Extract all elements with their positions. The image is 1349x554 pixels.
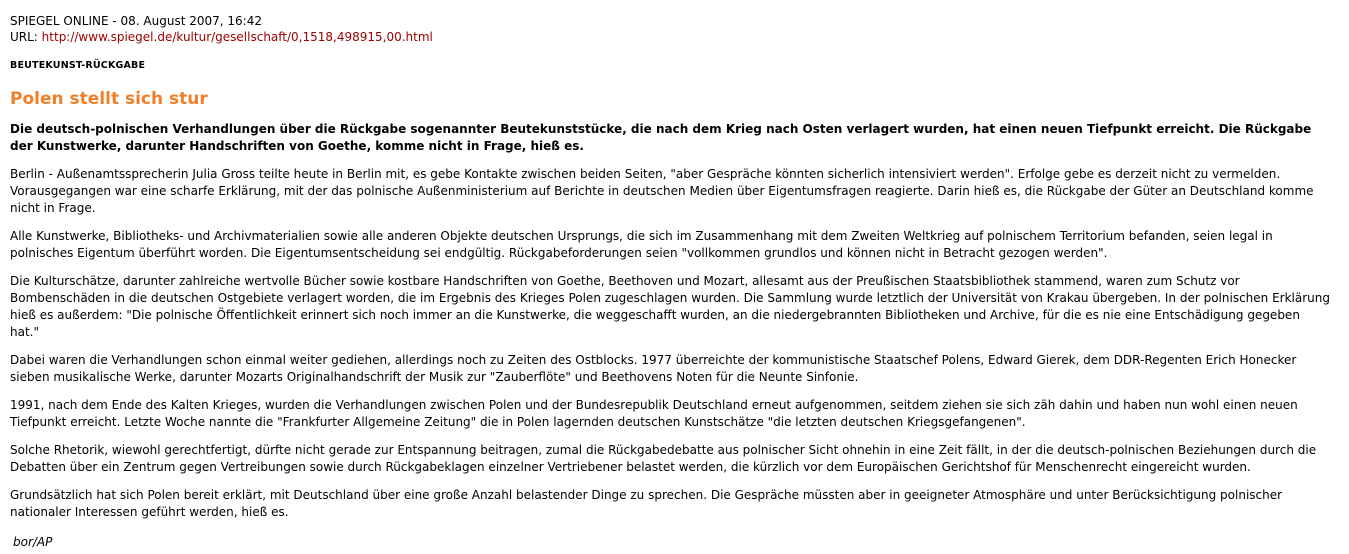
article-paragraph-6: Solche Rhetorik, wiewohl gerechtfertigt, dürfte nicht gerade zur Entspannung beitragen, zumal die Rückgabedebatte aus polnischer Sicht ohnehin in eine Zeit fällt, in der die deutsch-polnischen Beziehungen durch die Debatten über ein Zentrum gegen Vertreibungen sowie durch Rückgabeklagen einzelner Vertriebener belastet werden, die kürzlich vor dem Europäischen Gerichtshof für Menschenrecht eingereicht wurden. <box>10 443 1317 474</box>
article-paragraph-4: Dabei waren die Verhandlungen schon einmal weiter gediehen, allerdings noch zu Zeiten des Ostblocks. 1977 überreichte der kommunistische Staatschef Polens, Edward Gierek, dem DDR-Regenten Erich Honecker sieben musikalische Werke, darunter Mozarts Originalhandschrift der Musik zur "Zauberflöte" und Beethovens Noten für die Neunte Sinfonie. <box>10 353 1297 384</box>
url-label: URL: <box>10 30 42 44</box>
article-paragraph-1: Berlin - Außenamtssprecherin Julia Gross teilte heute in Berlin mit, es gebe Kontakte zwischen beiden Seiten, "aber Gespräche könnten sicherlich intensiviert werden". Erfolge gebe es derzeit nicht zu vermelden. Vorausgegangen war eine scharfe Erklärung, mit der das polnische Außenministerium auf Berichte in deutschen Medien über Eigentumsfragen reagierte. Darin hieß es, die Rückgabe der Güter an Deutschland komme nicht in Frage. <box>10 167 1314 215</box>
article-paragraph-5: 1991, nach dem Ende des Kalten Krieges, wurden die Verhandlungen zwischen Polen und der Bundesrepublik Deutschland erneut aufgenommen, seitdem ziehen sie sich zäh dahin und haben nun wohl einen neuen Tiefpunkt erreicht. Letzte Woche nannte die "Frankfurter Allgemeine Zeitung" die in Polen lagernden deutschen Kunstschätze "die letzten deutschen Kriegsgefangenen". <box>10 398 1298 429</box>
article-url-link[interactable]: http://www.spiegel.de/kultur/gesellschaft/0,1518,498915,00.html <box>41 30 433 44</box>
article-intro: Die deutsch-polnischen Verhandlungen über die Rückgabe sogenannter Beutekunststücke, die nach dem Krieg nach Osten verlagert wurden, hat einen neuen Tiefpunkt erreicht. Die Rückgabe der Kunstwerke, darunter Handschriften von Goethe, komme nicht in Frage, hieß es. <box>10 122 1312 153</box>
article-author: bor/AP <box>13 535 53 549</box>
article-paragraph-7: Grundsätzlich hat sich Polen bereit erklärt, mit Deutschland über eine große Anzahl belastender Dinge zu sprechen. Die Gespräche müssten aber in geeigneter Atmosphäre und unter Berücksichtigung polnischer nationaler Interessen geführt werden, hieß es. <box>10 488 1283 519</box>
source-line: SPIEGEL ONLINE - 08. August 2007, 16:42 <box>10 14 262 28</box>
url-line <box>10 29 1339 45</box>
article-paragraph-2: Alle Kunstwerke, Bibliotheks- und Archivmaterialien sowie alle anderen Objekte deutschen Ursprungs, die sich im Zusammenhang mit dem Zweiten Weltkrieg auf polnischem Territorium befanden, seien legal in polnisches Eigentum überführt worden. Die Eigentumsentscheidung sei endgültig. Rückgabeforderungen seien "vollkommen grundlos und können nicht in Betracht gezogen werden". <box>10 229 1273 260</box>
article-kicker: BEUTEKUNST-RÜCKGABE <box>10 60 146 71</box>
article-headline: Polen stellt sich stur <box>10 89 208 109</box>
article-paragraph-3: Die Kulturschätze, darunter zahlreiche wertvolle Bücher sowie kostbare Handschriften von Goethe, Beethoven und Mozart, allesamt aus der Preußischen Staatsbibliothek stammend, waren zum Schutz vor Bombenschäden in die deutschen Ostgebiete verlagert worden, die im Ergebnis des Krieges Polen zugeschlagen wurden. Die Sammlung wurde letztlich der Universität von Krakau übergeben. In der polnischen Erklärung hieß es außerdem: "Die polnische Öffentlichkeit erinnert sich noch immer an die Kunstwerke, die weggeschafft wurden, an die niedergebrannten Bibliotheken und Archive, für die es nie eine Entschädigung gegeben hat." <box>10 274 1330 339</box>
